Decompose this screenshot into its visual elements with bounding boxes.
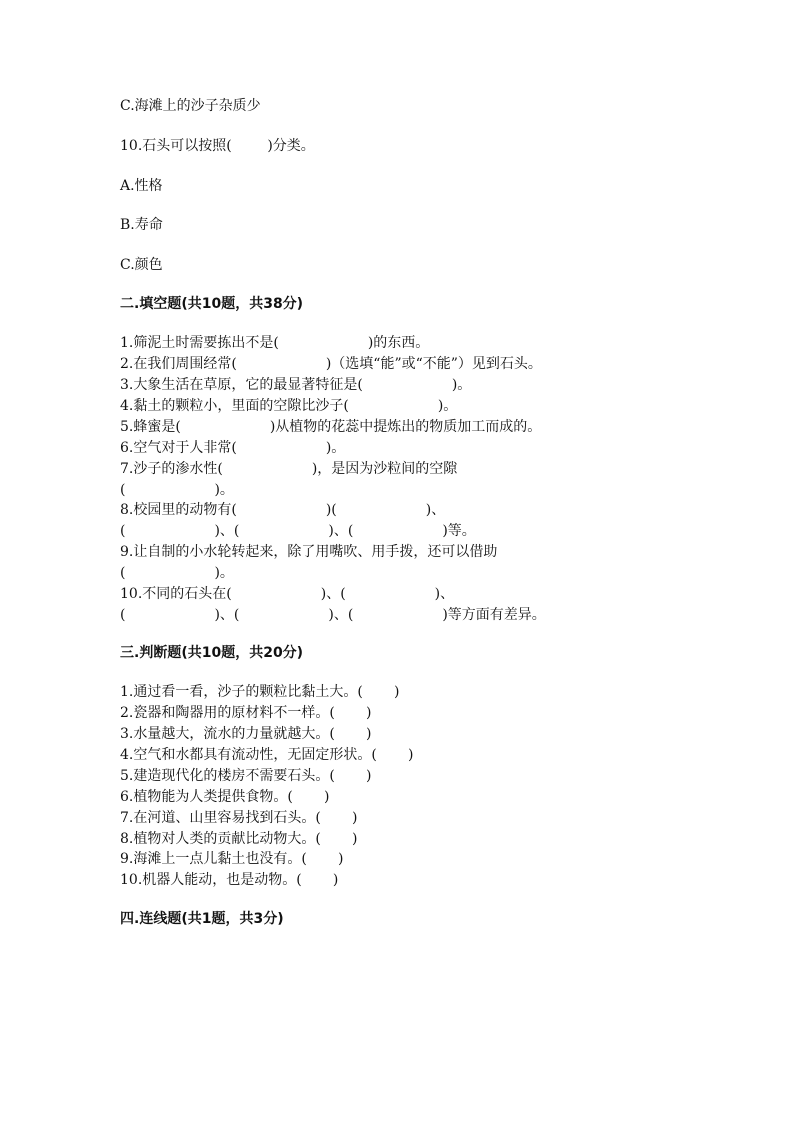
- fill-line: 5.蜂蜜是( )从植物的花蕊中提炼出的物质加工而成的。: [120, 419, 542, 435]
- option-text: B.寿命: [120, 217, 163, 233]
- fill-line: 7.沙子的渗水性( )，是因为沙粒间的空隙: [120, 461, 458, 477]
- option-text: C.海滩上的沙子杂质少: [120, 98, 261, 114]
- fill-line: ( )。: [120, 482, 234, 498]
- judge-line: 5.建造现代化的楼房不需要石头。( ): [120, 768, 372, 784]
- fill-line: ( )。: [120, 565, 234, 581]
- option-text: A.性格: [120, 178, 163, 194]
- section-title-fill: 二.填空题(共10题，共38分): [120, 296, 304, 312]
- section-title-match: 四.连线题(共1题，共3分): [120, 911, 284, 927]
- fill-line: 8.校园里的动物有( )( )、: [120, 502, 446, 518]
- question-text: 10.石头可以按照( )分类。: [120, 138, 315, 154]
- judge-line: 2.瓷器和陶器用的原材料不一样。( ): [120, 705, 372, 721]
- judge-line: 7.在河道、山里容易找到石头。( ): [120, 810, 358, 826]
- judge-line: 1.通过看一看，沙子的颗粒比黏土大。( ): [120, 684, 400, 700]
- fill-line: ( )、( )、( )等方面有差异。: [120, 607, 546, 623]
- fill-line: 2.在我们周围经常( )（选填“能”或“不能”）见到石头。: [120, 356, 542, 372]
- fill-line: 10.不同的石头在( )、( )、: [120, 586, 455, 602]
- judge-line: 10.机器人能动，也是动物。( ): [120, 872, 339, 888]
- option-text: C.颜色: [120, 257, 163, 273]
- fill-line: 6.空气对于人非常( )。: [120, 440, 346, 456]
- judge-line: 4.空气和水都具有流动性，无固定形状。( ): [120, 747, 414, 763]
- judge-line: 6.植物能为人类提供食物。( ): [120, 789, 330, 805]
- judge-line: 9.海滩上一点儿黏土也没有。( ): [120, 851, 344, 867]
- section-title-judge: 三.判断题(共10题，共20分): [120, 645, 304, 661]
- fill-line: 9.让自制的小水轮转起来，除了用嘴吹、用手拨，还可以借助: [120, 544, 498, 560]
- fill-line: 3.大象生活在草原，它的最显著特征是( )。: [120, 377, 472, 393]
- fill-line: 4.黏土的颗粒小，里面的空隙比沙子( )。: [120, 398, 458, 414]
- judge-line: 8.植物对人类的贡献比动物大。( ): [120, 831, 358, 847]
- fill-line: 1.筛泥土时需要拣出不是( )的东西。: [120, 335, 430, 351]
- judge-line: 3.水量越大，流水的力量就越大。( ): [120, 726, 372, 742]
- fill-line: ( )、( )、( )等。: [120, 523, 476, 539]
